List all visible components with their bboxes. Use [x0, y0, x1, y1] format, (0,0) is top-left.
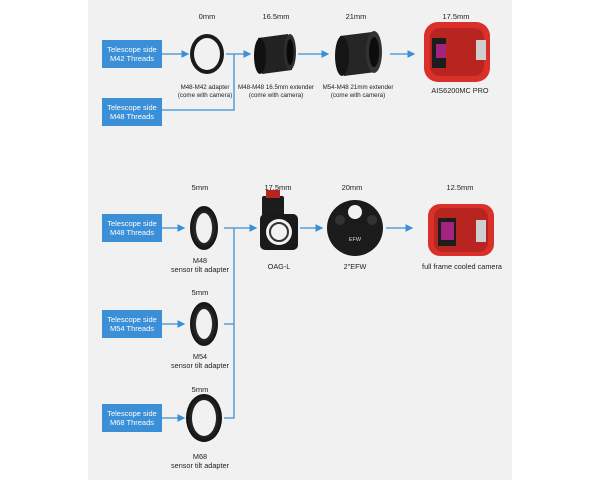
m54-m48-extender-image: [335, 31, 382, 76]
oag-l-image: [260, 190, 298, 250]
dim-adapter-0mm: 0mm: [198, 12, 216, 21]
caption-ais6200mc: AIS6200MC PRO: [431, 86, 489, 95]
caption-m48-m48-extender: M48-M48 16.5mm extender (come with camera): [237, 84, 314, 99]
caption-m48-m42-adapter: M48-M42 adapter (come with camera): [177, 84, 233, 99]
label-m54-threads: [102, 310, 162, 338]
dim-m68-tilt-5mm: 5mm: [191, 385, 209, 394]
caption-m68-tilt-adapter: M68 sensor tilt adapter: [170, 452, 229, 470]
m48-m48-extender-image: [254, 34, 296, 74]
full-frame-camera-image: [428, 204, 494, 256]
m48-tilt-adapter-image: [190, 206, 218, 250]
dim-oag-17-5mm: 17.5mm: [264, 183, 292, 192]
ais6200mc-camera-image: [424, 22, 490, 82]
dim-m54-tilt-5mm: 5mm: [191, 288, 209, 297]
label-m68-text: Telescope side M68 Threads: [107, 409, 157, 427]
caption-m54-m48-extender: M54-M48 21mm extender (come with camera): [322, 84, 394, 99]
label-m48-text-row2: Telescope side M48 Threads: [107, 219, 157, 237]
efw-image: [327, 200, 383, 256]
caption-full-frame-camera: full frame cooled camera: [422, 262, 502, 271]
m48-m42-adapter-image: [190, 34, 224, 74]
m68-tilt-adapter-image: [186, 394, 222, 442]
dim-extender-16-5mm: 16.5mm: [262, 12, 290, 21]
dim-camera-12-5mm: 12.5mm: [446, 183, 474, 192]
dim-efw-20mm: 20mm: [341, 183, 363, 192]
efw-body-text: EFW: [348, 237, 362, 243]
dim-m48-tilt-5mm: 5mm: [191, 183, 209, 192]
label-m48-threads-row1: [102, 98, 162, 126]
caption-oag-l: OAG-L: [267, 262, 291, 271]
label-m68-threads: [102, 404, 162, 432]
caption-m48-tilt-adapter: M48 sensor tilt adapter: [170, 256, 229, 274]
m54-tilt-adapter-image: [190, 302, 218, 346]
caption-efw: 2"EFW: [343, 262, 367, 271]
label-m54-text: Telescope side M54 Threads: [107, 315, 157, 333]
label-m42-threads: [102, 40, 162, 68]
label-m42-text: Telescope side M42 Threads: [107, 45, 157, 63]
caption-m54-tilt-adapter: M54 sensor tilt adapter: [170, 352, 229, 370]
label-m48-threads-row2: [102, 214, 162, 242]
label-m48-text-row1: Telescope side M48 Threads: [107, 103, 157, 121]
dim-camera-17-5mm: 17.5mm: [442, 12, 470, 21]
dim-extender-21mm: 21mm: [345, 12, 367, 21]
